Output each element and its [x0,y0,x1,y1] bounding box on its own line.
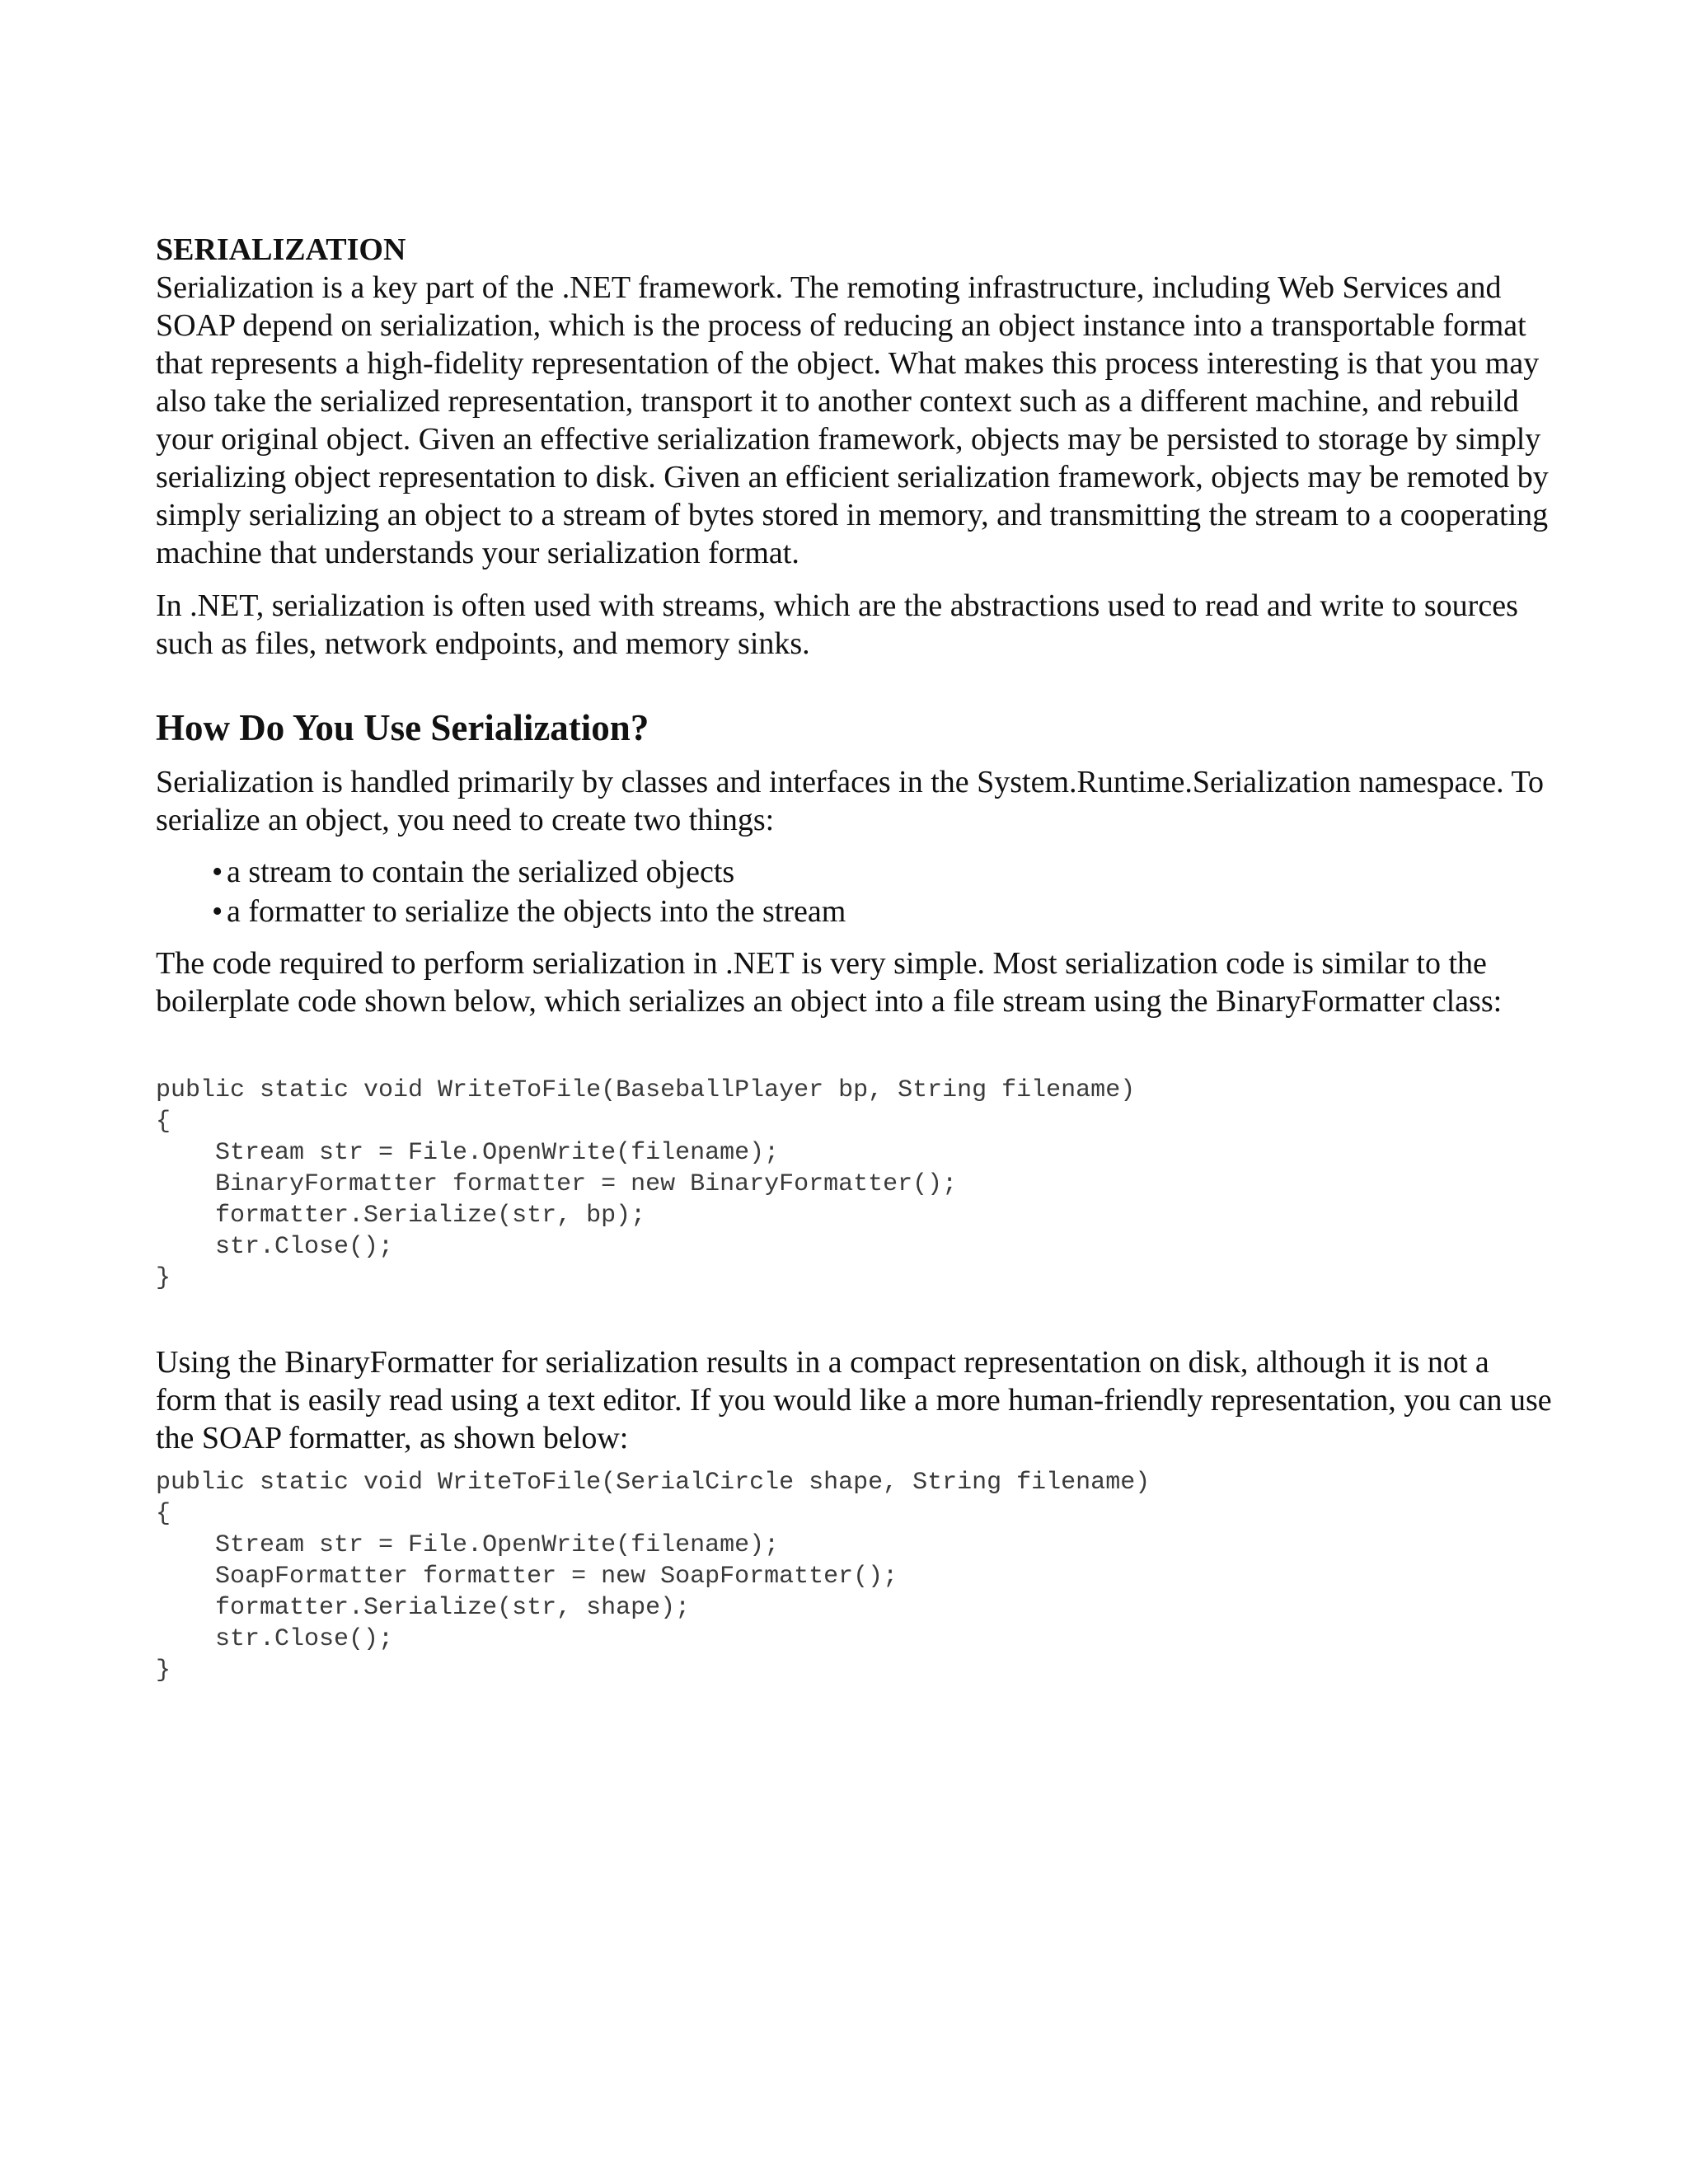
bullet-icon: • [212,894,223,929]
list-item-text: a stream to contain the serialized objects [227,855,735,889]
list-item-text: a formatter to serialize the objects into the stream [227,894,846,929]
bullet-icon: • [212,855,223,889]
document-body [156,231,1557,1686]
subsection-heading: How Do You Use Serialization? [156,707,649,748]
section-title: SERIALIZATION [156,232,406,267]
how-paragraph-3: Using the BinaryFormatter for serialization results in a compact representation on disk, although it is not a form that is easily read using a text editor. If you would like a more human-friendly representation, you can use the SOAP formatter, as shown below: [156,1345,1552,1455]
how-paragraph-1: Serialization is handled primarily by classes and interfaces in the System.Runtime.Serialization namespace. To serialize an object, you need to create two things: [156,765,1545,837]
code-block-binary-formatter: public static void WriteToFile(BaseballPlayer bp, String filename) { Stream str = File.OpenWrite(filename); BinaryFormatter formatter = new BinaryFormatter(); formatter.Serialize(str, bp); str.Close(); } [156,1076,1136,1292]
requirements-list [212,852,1557,931]
intro-paragraph-2: In .NET, serialization is often used with streams, which are the abstractions used to read and write to sources such as files, network endpoints, and memory sinks. [156,588,1518,661]
code-block-soap-formatter: public static void WriteToFile(SerialCircle shape, String filename) { Stream str = File.OpenWrite(filename); SoapFormatter formatter = new SoapFormatter(); formatter.Serialize(str, shape); str.Close(); } [156,1469,1151,1685]
intro-paragraph-1: Serialization is a key part of the .NET framework. The remoting infrastructure, including Web Services and SOAP depend on serialization, which is the process of reducing an object instance into a transportable format that represents a high-fidelity representation of the object. What makes this process interesting is that you may also take the serialized representation, transport it to another context such as a different machine, and rebuild your original object. Given an effective serialization framework, objects may be persisted to storage by simply serializing object representation to disk. Given an efficient serialization framework, objects may be remoted by simply serializing an object to a stream of bytes stored in memory, and transmitting the stream to a cooperating machine that understands your serialization format. [156,270,1549,570]
list-item [212,892,1557,931]
list-item [212,852,1557,892]
how-paragraph-2: The code required to perform serialization in .NET is very simple. Most serialization code is similar to the boilerplate code shown below, which serializes an object into a file stream using the BinaryFormatter class: [156,946,1503,1019]
